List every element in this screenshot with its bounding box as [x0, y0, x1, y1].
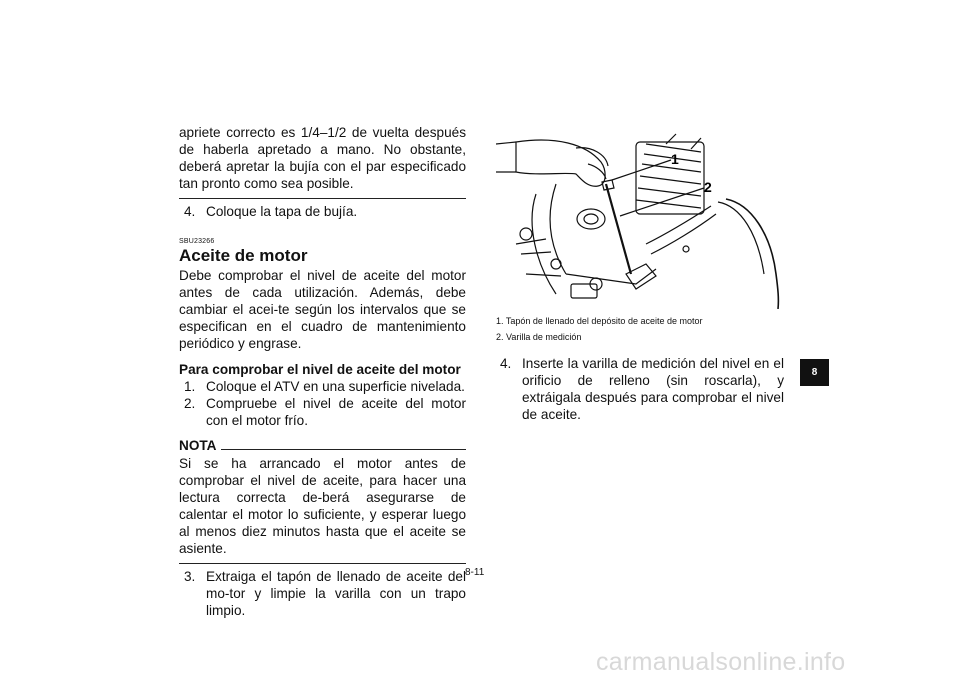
step-text: Inserte la varilla de medición del nivel en el orificio de relleno (sin roscarla), y extráigala después para comprobar el nivel de aceite. [522, 356, 784, 422]
nota-text: Si se ha arrancado el motor antes de comprobar el nivel de aceite, para hacer una lectura correcta de-berá asegurarse de calentar el motor lo suficiente, y esperar luego al menos diez minutos hasta que el aceite se asiente. [179, 456, 466, 556]
step-text: Coloque la tapa de bujía. [206, 204, 358, 219]
section-body: Debe comprobar el nivel de aceite del motor antes de cada utilización. Además, debe cambiar el acei-te según los intervalos que se especifican en el cuadro de mantenimiento periódico y engrase. [179, 268, 466, 351]
engine-oil-dipstick-illustration [496, 124, 784, 309]
callout-2: 2 [704, 179, 712, 195]
callout-1: 1 [671, 151, 679, 167]
step-3 [179, 568, 466, 619]
step-number: 1. [184, 379, 196, 394]
caption-item: 1. Tapón de llenado del depósito de aceite de motor [496, 316, 703, 326]
step-text: Extraiga el tapón de llenado de aceite del mo-tor y limpie la varilla con un trapo limpio. [206, 569, 466, 618]
illustration-svg [496, 124, 784, 309]
divider [179, 563, 466, 564]
left-column [179, 124, 466, 619]
subheading: Para comprobar el nivel de aceite del motor [179, 362, 461, 377]
step-number: 2. [184, 396, 196, 411]
nota-rule [221, 449, 466, 450]
step-number: 4. [500, 356, 512, 371]
section-code: SBU23266 [179, 238, 215, 245]
right-column [496, 124, 784, 423]
divider [179, 198, 466, 199]
nota-label: NOTA [179, 438, 217, 453]
step-number: 4. [184, 204, 196, 219]
step-4-left [179, 203, 466, 220]
figure-caption [496, 313, 784, 345]
step-2 [179, 395, 466, 429]
page-number: 8-11 [465, 567, 485, 578]
caption-item: 2. Varilla de medición [496, 332, 582, 342]
watermark: carmanualsonline.info [596, 648, 846, 676]
section-title: Aceite de motor [179, 246, 308, 265]
step-1 [179, 378, 466, 395]
step-number: 3. [184, 569, 196, 584]
step-text: Coloque el ATV en una superficie nivelada. [206, 379, 465, 394]
chapter-tab: 8 [800, 359, 829, 386]
intro-paragraph: apriete correcto es 1/4–1/2 de vuelta después de haberla apretado a mano. No obstante, deberá apretar la bujía con el par especificado tan pronto como sea posible. [179, 125, 466, 191]
nota-header [179, 439, 466, 453]
step-4-right [496, 355, 784, 423]
step-text: Compruebe el nivel de aceite del motor con el motor frío. [206, 396, 466, 428]
